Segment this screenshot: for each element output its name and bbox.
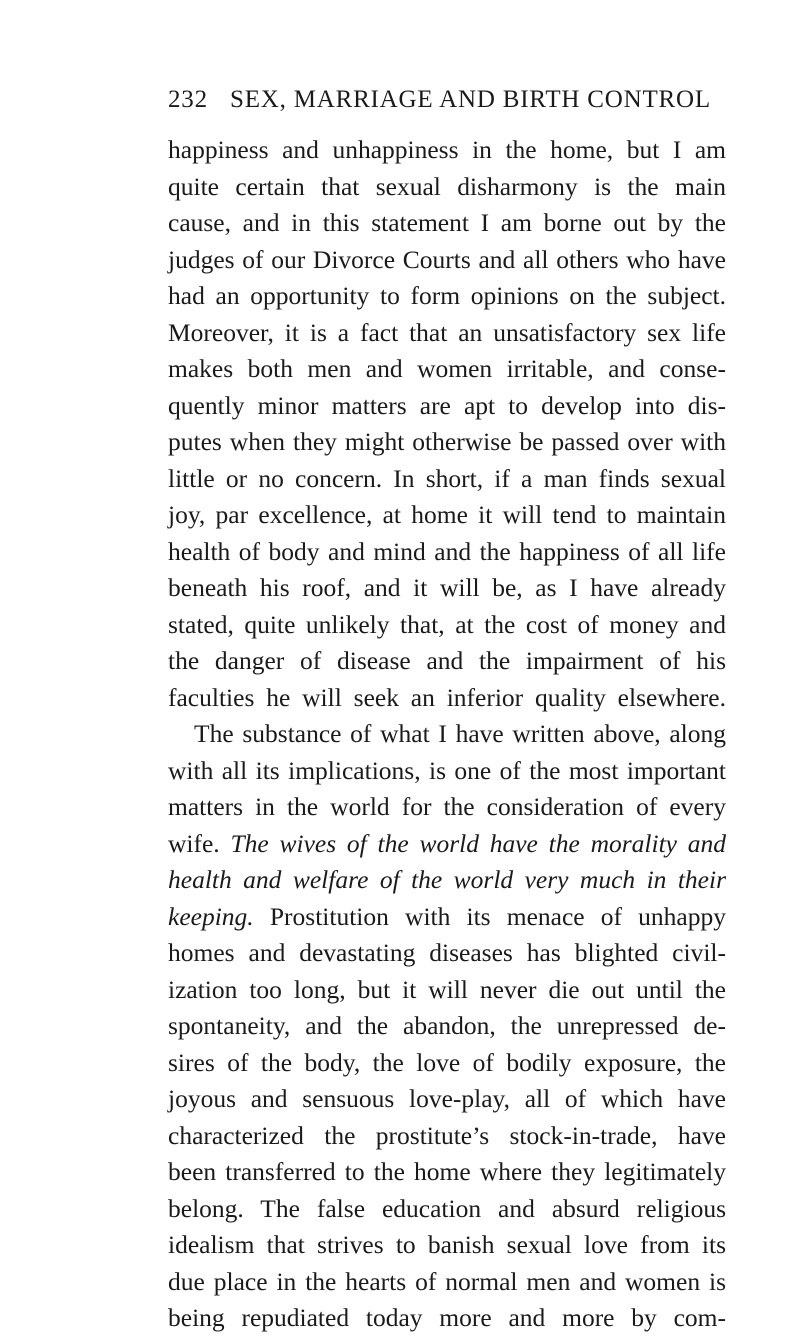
- text-line: with all its implications, is one of the most important: [168, 755, 726, 785]
- text-line: joy, par excellence, at home it will tend to maintain: [168, 500, 726, 529]
- italic-text: keeping.: [168, 901, 254, 931]
- text-line: matters in the world for the consideration of every: [168, 792, 726, 821]
- text-line: cause, and in this statement I am borne out by the: [168, 208, 726, 237]
- text-line: belong. The false education and absurd religious: [168, 1193, 726, 1223]
- text-line: beneath his roof, and it will be, as I have already: [168, 573, 726, 602]
- text-line: had an opportunity to form opinions on the subject.: [168, 281, 726, 310]
- text-line-mixed: [168, 826, 726, 863]
- text-line: health of body and mind and the happiness of all life: [168, 536, 726, 566]
- text-line: characterized the prostitute’s stock-in-trade, have: [168, 1120, 726, 1150]
- text-line: joyous and sensuous love-play, all of which have: [168, 1084, 726, 1113]
- italic-line: health and welfare of the world very much in their: [168, 865, 726, 894]
- text-line: Moreover, it is a fact that an unsatisfactory sex life: [168, 317, 726, 347]
- text-line: happiness and unhappiness in the home, but I am: [168, 135, 726, 164]
- running-header: [168, 86, 711, 122]
- text-fragment: wife.: [168, 828, 220, 858]
- text-line: spontaneity, and the abandon, the unrepressed de-: [168, 1011, 726, 1040]
- text-line: homes and devastating diseases has blighted civil-: [168, 938, 726, 967]
- running-title: SEX, MARRIAGE AND BIRTH CONTROL: [230, 86, 711, 113]
- text-line: idealism that strives to banish sexual love from its: [168, 1230, 726, 1259]
- body-text: [168, 132, 726, 1337]
- text-line: stated, quite unlikely that, at the cost of money and: [168, 609, 726, 639]
- italic-text: The wives of the world have the morality and: [230, 828, 727, 858]
- text-line: quently minor matters are apt to develop into dis-: [168, 390, 726, 420]
- text-line: makes both men and women irritable, and conse-: [168, 354, 726, 383]
- text-line: been transferred to the home where they legitimately: [168, 1157, 726, 1186]
- text-line: little or no concern. In short, if a man finds sexual: [168, 463, 726, 493]
- text-line: being repudiated today more and more by com-: [168, 1303, 726, 1332]
- text-fragment: Prostitution with its menace of unhappy: [269, 901, 727, 931]
- text-line: faculties he will seek an inferior quality elsewhere.: [168, 682, 726, 712]
- text-line: putes when they might otherwise be passed over with: [168, 427, 726, 456]
- text-line: the danger of disease and the impairment of his: [168, 646, 726, 675]
- text-line: ization too long, but it will never die out until the: [168, 974, 726, 1004]
- text-line: due place in the hearts of normal men and women is: [168, 1266, 726, 1296]
- text-line: sires of the body, the love of bodily exposure, the: [168, 1047, 726, 1077]
- page-number: 232: [168, 86, 208, 113]
- text-line-mixed: [168, 899, 726, 936]
- text-line: quite certain that sexual disharmony is the main: [168, 171, 726, 201]
- text-line: judges of our Divorce Courts and all others who have: [168, 244, 726, 274]
- text-line: The substance of what I have written above, along: [194, 719, 726, 748]
